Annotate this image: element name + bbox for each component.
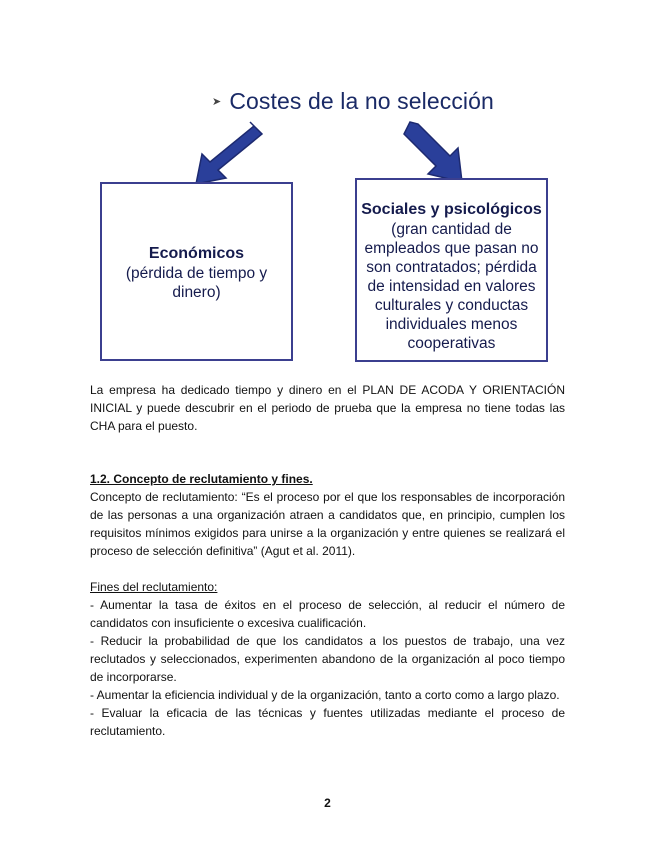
social-costs-desc-line: son contratados; pérdida	[366, 259, 537, 276]
social-costs-desc-line: empleados que pasan no	[364, 240, 539, 257]
section-title: 1.2. Concepto de reclutamiento y fines.	[90, 472, 313, 486]
fines-item: - Aumentar la tasa de éxitos en el proceso de selección, al reducir el número de candidatos con insuficiente o excesiva cualificación.	[90, 598, 565, 630]
economic-costs-box	[100, 182, 293, 361]
costs-diagram	[0, 0, 655, 370]
social-costs-box	[355, 178, 548, 362]
social-costs-desc-line: culturales y conductas	[374, 297, 529, 314]
page-number: 2	[324, 796, 331, 810]
social-costs-title: Sociales y psicológicos	[361, 201, 542, 218]
fines-item: - Aumentar la eficiencia individual y de la organización, tanto a corto como a largo plazo.	[90, 688, 560, 702]
concept-paragraph: Concepto de reclutamiento: “Es el proceso por el que los responsables de incorporación de las personas a una organización atraen a candidatos que, en principio, cumplen los requisitos mínimos exigidos para unirse a la organización y entre quienes se realizará el proceso de selección definitiva” (Agut et al. 2011).	[90, 490, 565, 558]
fines-title: Fines del reclutamiento:	[90, 580, 218, 594]
economic-costs-desc-1: (pérdida de tiempo y	[125, 265, 268, 282]
recruitment-section	[90, 470, 565, 740]
intro-paragraph	[90, 381, 565, 435]
intro-text: La empresa ha dedicado tiempo y dinero en el PLAN DE ACODA Y ORIENTACIÓN INICIAL y puede descubrir en el periodo de prueba que la empresa no tiene todas las CHA para el puesto.	[90, 383, 565, 433]
economic-costs-desc-2: dinero)	[172, 284, 221, 301]
spacer	[90, 560, 565, 578]
social-costs-desc-line: cooperativas	[407, 335, 496, 352]
fines-item: - Evaluar la eficacia de las técnicas y fuentes utilizadas mediante el proceso de reclutamiento.	[90, 706, 565, 738]
diagram-heading	[212, 88, 494, 115]
diagram-heading-text: Costes de la no selección	[229, 88, 494, 114]
arrow-down-left-icon	[178, 118, 268, 188]
social-costs-desc-line: individuales menos	[385, 316, 518, 333]
social-costs-desc-line: (gran cantidad de	[391, 221, 512, 238]
economic-costs-title: Económicos	[148, 245, 245, 262]
fines-item: - Reducir la probabilidad de que los candidatos a los puestos de trabajo, una vez reclutados y seleccionados, experimenten abandono de la organización al poco tiempo de incorporarse.	[90, 634, 565, 684]
arrow-bullet-icon: ➤	[212, 96, 222, 108]
social-costs-desc-line: de intensidad en valores	[367, 278, 536, 295]
